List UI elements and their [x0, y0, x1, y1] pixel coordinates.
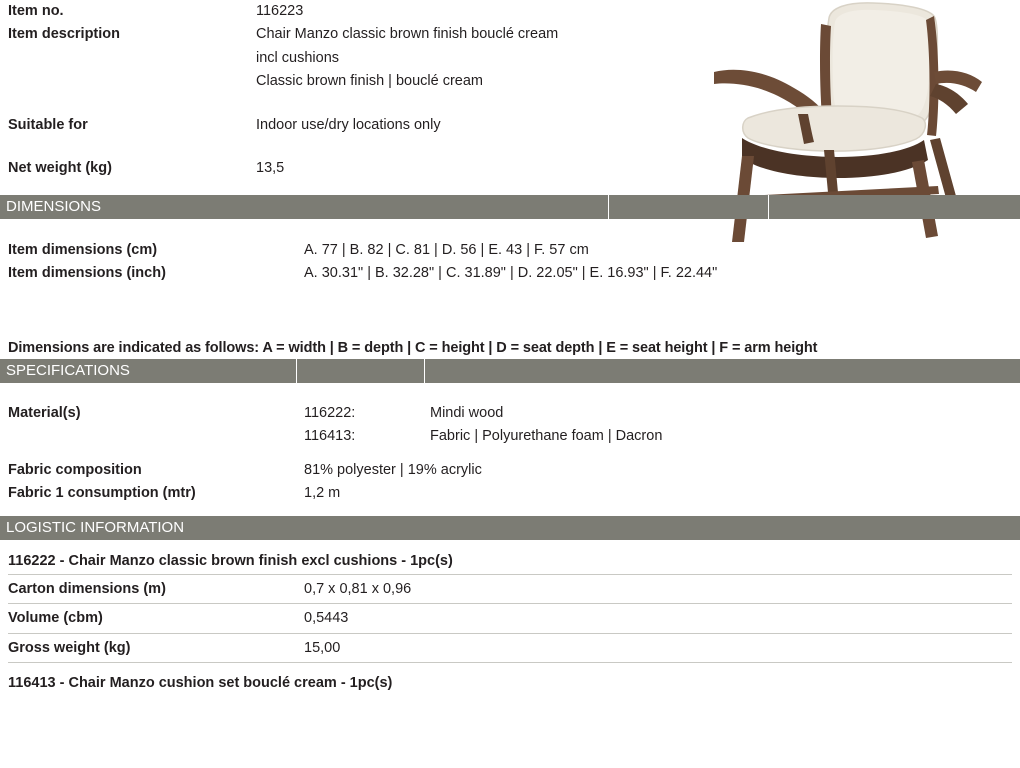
banner-divider: [608, 195, 609, 219]
item-no-row: [8, 0, 698, 23]
item-description-line-2: incl cushions: [256, 49, 340, 66]
item-dimensions-inch-row: [8, 262, 1012, 285]
specifications-banner-label: SPECIFICATIONS: [6, 361, 130, 379]
spacer: [8, 449, 1012, 459]
material-line: [304, 425, 1012, 448]
material-value-2: Fabric | Polyurethane foam | Dacron: [430, 428, 663, 445]
logistic-banner-label: LOGISTIC INFORMATION: [6, 518, 185, 536]
materials-row: [8, 402, 1012, 449]
suitable-for-value: Indoor use/dry locations only: [256, 116, 441, 133]
net-weight-label: Net weight (kg): [8, 160, 112, 177]
volume-label: Volume (cbm): [8, 610, 103, 627]
suitable-for-row: [8, 114, 698, 137]
item-dimensions-inch-value: A. 30.31" | B. 32.28" | C. 31.89" | D. 22.05" | E. 16.93" | F. 22.44": [304, 265, 718, 282]
gross-weight-row: [8, 634, 1012, 663]
fabric-consumption-label: Fabric 1 consumption (mtr): [8, 485, 196, 502]
volume-row: [8, 604, 1012, 633]
banner-divider: [296, 359, 297, 383]
logistics-block: [8, 540, 1012, 691]
gross-weight-label: Gross weight (kg): [8, 639, 131, 656]
carton-dimensions-row: [8, 575, 1012, 604]
material-value-1: Mindi wood: [430, 404, 504, 421]
item-no-value: 116223: [256, 3, 304, 19]
suitable-for-label: Suitable for: [8, 116, 88, 133]
logistic-information-banner: [0, 516, 1020, 540]
backrest-highlight: [833, 10, 931, 121]
product-summary-block: [8, 0, 698, 181]
item-description-value: [256, 23, 698, 93]
materials-value: [304, 402, 1012, 449]
material-code-2: 116413:: [304, 428, 356, 445]
volume-value: 0,5443: [304, 610, 349, 627]
specifications-banner: [0, 359, 1020, 383]
dimensions-banner-label: DIMENSIONS: [6, 197, 102, 215]
item-description-line-1: Chair Manzo classic brown finish bouclé cream: [256, 26, 559, 43]
logistics-product-title-2: 116413 - Chair Manzo cushion set bouclé cream - 1pc(s): [8, 675, 393, 692]
net-weight-value: 13,5: [256, 160, 285, 177]
dimensions-banner: [0, 195, 1020, 219]
fabric-composition-value: 81% polyester | 19% acrylic: [304, 461, 482, 478]
item-description-row: [8, 23, 698, 93]
fabric-consumption-value: 1,2 m: [304, 485, 341, 502]
item-description-line-3: Classic brown finish | bouclé cream: [256, 73, 483, 90]
carton-dimensions-value: 0,7 x 0,81 x 0,96: [304, 580, 412, 597]
spacer: [8, 137, 698, 157]
fabric-composition-row: [8, 459, 1012, 482]
fabric-composition-label: Fabric composition: [8, 461, 142, 478]
item-description-label: Item description: [8, 26, 120, 43]
dimensions-legend: Dimensions are indicated as follows: A = width | B = depth | C = height | D = seat depth | E = seat height | F = arm height: [8, 339, 818, 356]
logistics-product-title-1: 116222 - Chair Manzo classic brown finish excl cushions - 1pc(s): [8, 540, 1012, 575]
item-dimensions-inch-label: Item dimensions (inch): [8, 265, 166, 282]
material-line: [304, 402, 1012, 425]
spacer: [8, 94, 698, 114]
item-dimensions-cm-label: Item dimensions (cm): [8, 241, 158, 258]
item-no-label: Item no.: [8, 3, 64, 19]
materials-label: Material(s): [8, 404, 81, 421]
item-dimensions-cm-value: A. 77 | B. 82 | C. 81 | D. 56 | E. 43 | F. 57 cm: [304, 241, 589, 258]
banner-divider: [424, 359, 425, 383]
banner-divider: [768, 195, 769, 219]
carton-dimensions-label: Carton dimensions (m): [8, 580, 166, 597]
gross-weight-value: 15,00: [304, 639, 341, 656]
specifications-block: [8, 383, 1012, 506]
seat-cushion: [743, 106, 926, 151]
fabric-consumption-row: [8, 482, 1012, 505]
material-code-1: 116222:: [304, 404, 356, 421]
net-weight-row: [8, 157, 698, 180]
